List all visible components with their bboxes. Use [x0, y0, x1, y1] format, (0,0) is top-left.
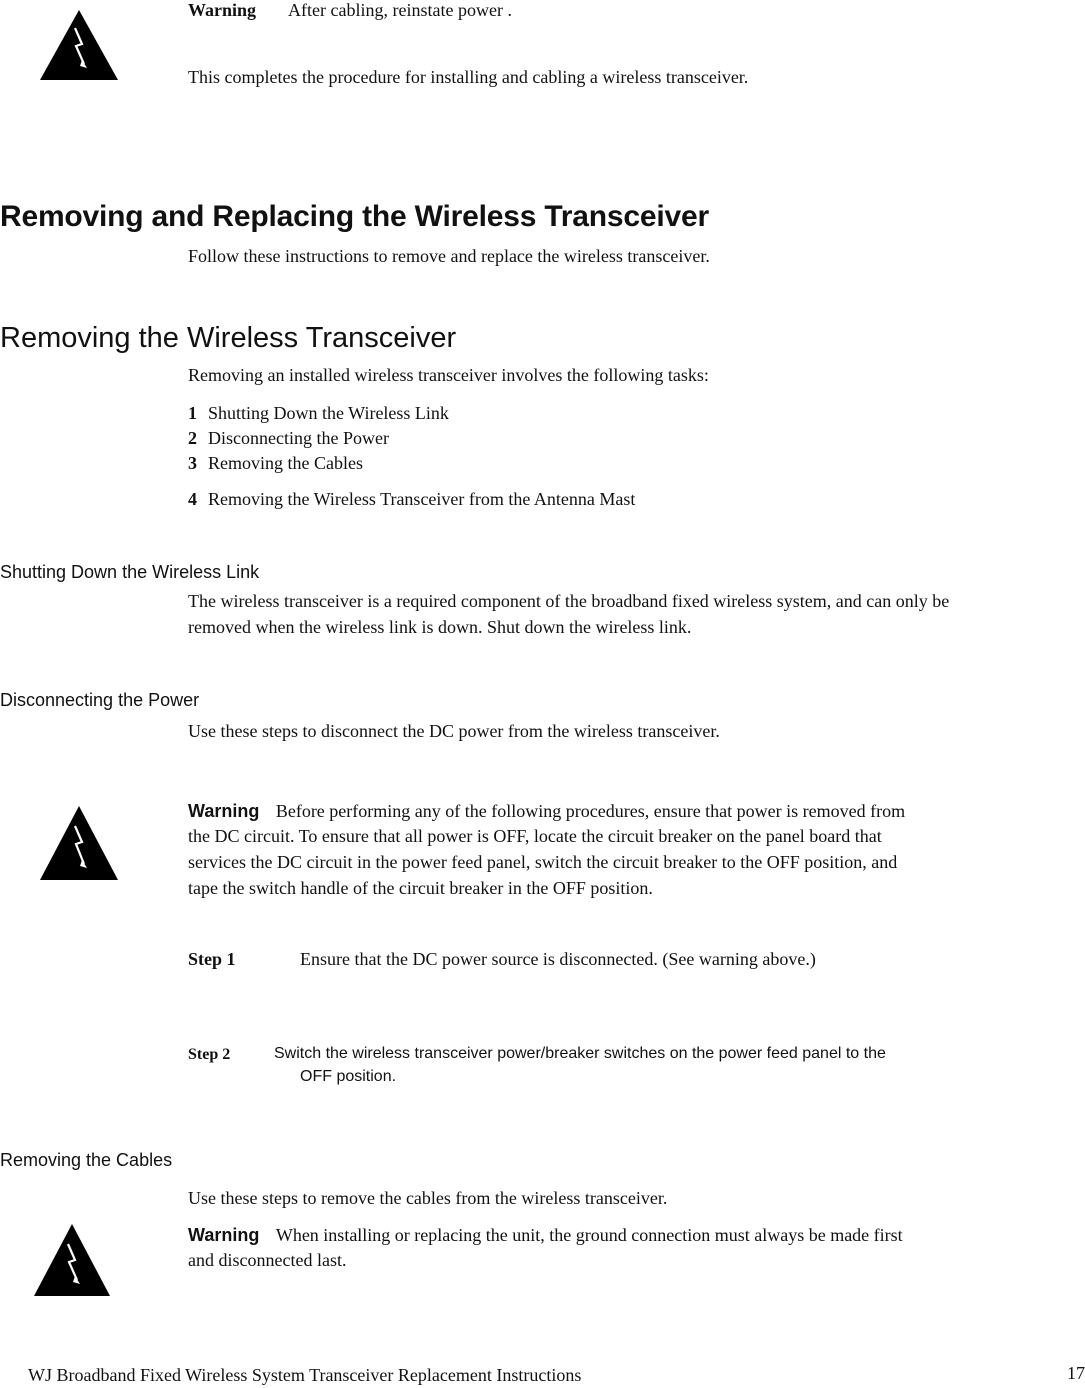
top-warning-text: After cabling, reinstate power . — [288, 0, 512, 20]
list-item — [188, 486, 635, 511]
task-number: 2 — [188, 428, 197, 448]
page-number: 17 — [1067, 1363, 1085, 1383]
list-item — [188, 450, 635, 486]
shutdown-heading: Shutting Down the Wireless Link — [0, 562, 260, 582]
power-warning-line-2: the DC circuit. To ensure that all power is OFF, locate the circuit breaker on the panel board that — [188, 826, 882, 846]
power-warning-text: Before performing any of the following procedures, ensure that power is removed from — [275, 801, 906, 821]
top-warning-label: Warning — [188, 0, 257, 20]
cables-warning-line-2: and disconnected last. — [188, 1250, 347, 1270]
power-warning-line-4: tape the switch handle of the circuit breaker in the OFF position. — [188, 878, 653, 898]
shutdown-line-1: The wireless transceiver is a required component of the broadband fixed wireless system, and can only be — [188, 591, 950, 611]
power-warning-line-3: services the DC circuit in the power feed panel, switch the circuit breaker to the OFF position, and — [188, 852, 898, 872]
step-1-text: Ensure that the DC power source is disconnected. (See warning above.) — [300, 949, 816, 969]
step-2-line-1: Switch the wireless transceiver power/breaker switches on the power feed panel to the — [274, 1045, 886, 1062]
warning-triangle-icon — [38, 804, 120, 882]
task-number: 3 — [188, 453, 197, 473]
subsection-intro: Removing an installed wireless transceiver involves the following tasks: — [188, 365, 709, 385]
task-text: Shutting Down the Wireless Link — [208, 403, 449, 423]
warning-triangle-icon — [32, 1222, 112, 1298]
power-warning-line-1 — [188, 798, 905, 824]
task-text: Removing the Wireless Transceiver from the Antenna Mast — [208, 489, 636, 509]
completion-text: This completes the procedure for installing and cabling a wireless transceiver. — [188, 67, 749, 87]
cables-heading: Removing the Cables — [0, 1150, 173, 1170]
power-intro: Use these steps to disconnect the DC power from the wireless transceiver. — [188, 721, 720, 741]
task-number: 4 — [188, 489, 197, 509]
warning-triangle-icon — [38, 8, 120, 82]
power-heading: Disconnecting the Power — [0, 690, 200, 710]
shutdown-line-2: removed when the wireless link is down. Shut down the wireless link. — [188, 617, 692, 637]
step-1-label: Step 1 — [188, 949, 236, 969]
task-text: Disconnecting the Power — [208, 428, 389, 448]
cables-warning-text: When installing or replacing the unit, the ground connection must always be made first — [275, 1225, 903, 1245]
task-text: Removing the Cables — [208, 453, 363, 473]
cables-warning-line-1 — [188, 1222, 903, 1248]
cables-intro: Use these steps to remove the cables from the wireless transceiver. — [188, 1188, 668, 1208]
cables-warning-label: Warning — [188, 1225, 260, 1245]
task-list — [188, 400, 635, 511]
power-warning-label: Warning — [188, 801, 260, 821]
top-warning — [188, 0, 512, 23]
subsection-title: Removing the Wireless Transceiver — [0, 322, 457, 354]
section-intro: Follow these instructions to remove and replace the wireless transceiver. — [188, 246, 710, 266]
footer-title: WJ Broadband Fixed Wireless System Transceiver Replacement Instructions — [28, 1365, 582, 1385]
section-title: Removing and Replacing the Wireless Transceiver — [0, 200, 709, 233]
list-item — [188, 400, 635, 425]
list-item — [188, 425, 635, 450]
step-2-label: Step 2 — [188, 1046, 231, 1063]
step-2-line-2: OFF position. — [300, 1068, 397, 1085]
task-number: 1 — [188, 403, 197, 423]
